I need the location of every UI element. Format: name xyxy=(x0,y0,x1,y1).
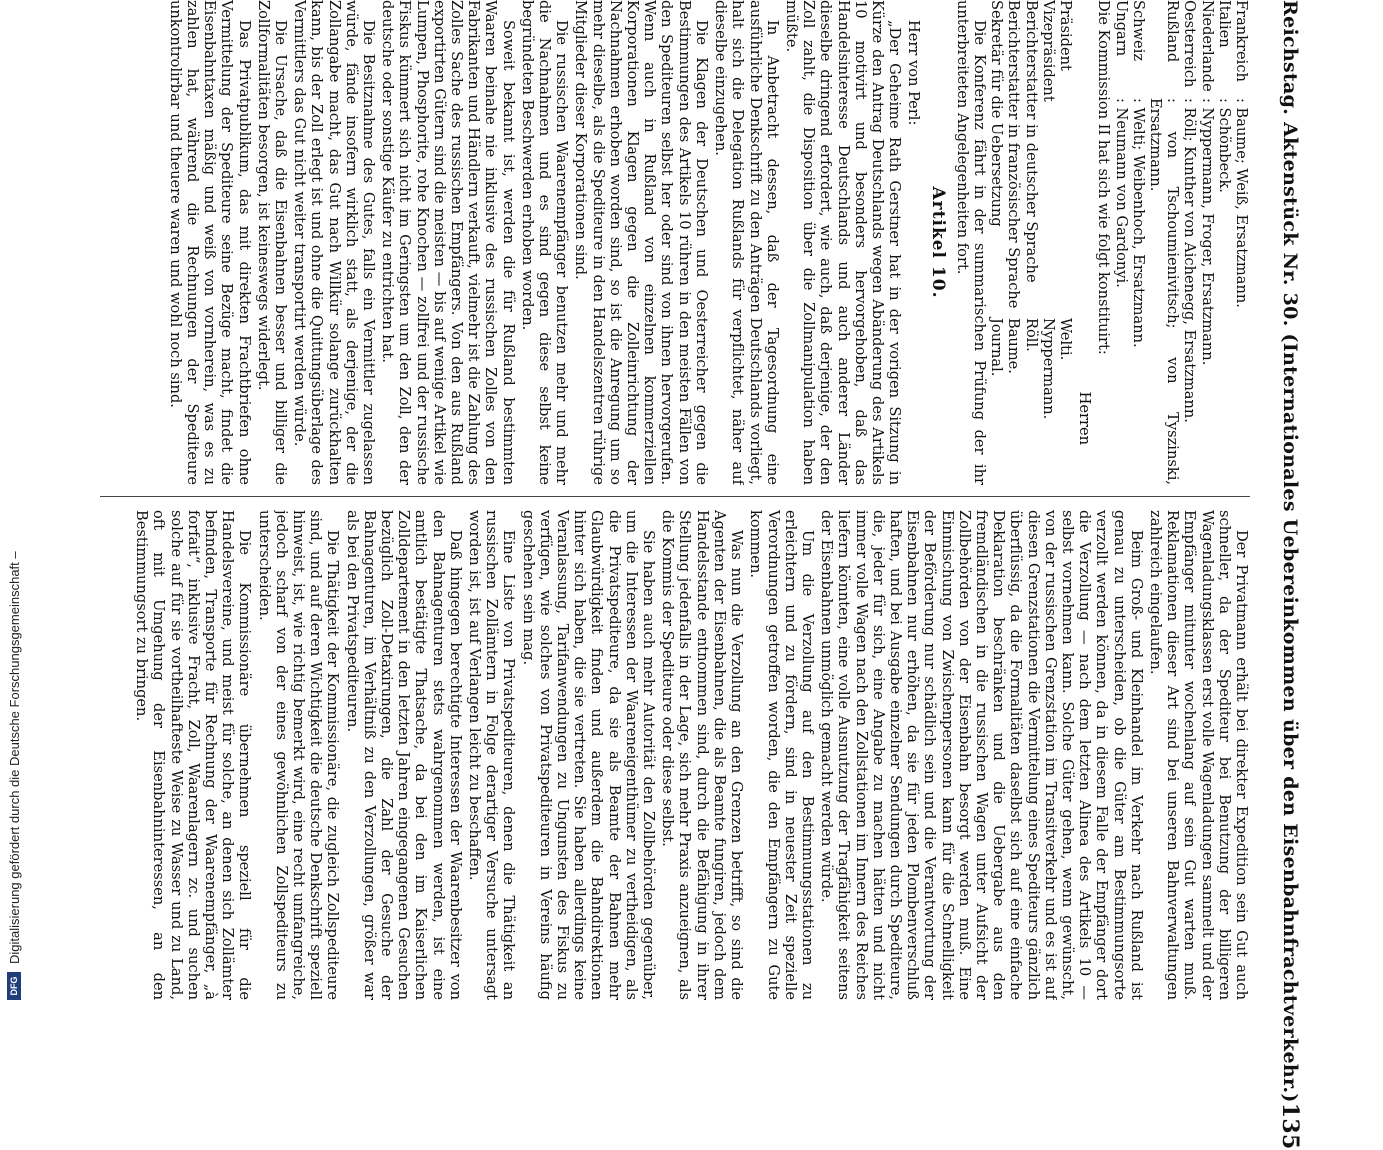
constitution-line: Die Kommission II hat sich wie folgt konstituirt: xyxy=(1095,0,1113,355)
paragraph: Beim Groß- und Kleinhandel im Verkehr nach Rußland ist genau zu unterscheiden, ob die Güter am Bestimmungsorte verzollt werden können, da in diesem Falle der Empfänger dort die Verzollung — nach dem letzten Alinea des Artikels 10 — selbst vornehmen kann. Solche Güter gehen, wenn gewünscht, von der russischen Grenzstation im Transitverkehr und es ist auf diesen Grenzstationen die Vermittelung eines Spediteurs gänzlich überflüssig, da die Formalitäten daselbst sich auf eine einfache Deklaration beschränken und die Uebergabe aus den fremdländischen in die russischen Wagen unter Aufsicht der Zollbehörden von der Eisenbahn besorgt werden muß. Eine Einmischung von Zwischenpersonen kann für die Schnelligkeit der Beförderung nur schädlich sein und die Verantwortung der Eisenbahnen nur erhöhen, da sie für jeden Plombenverschluß haften, und bei Ausgabe einzelner Sendungen durch Spediteure, die, jeder für sich, eine Angabe zu machen hätten und nicht immer volle Wagen nach den Zollstationen im Innern des Reiches liefern könnten, eine volle Ausnutzung der Tragfähigkeit seitens der Eisenbahnen unmöglich gemacht werden würde. xyxy=(818,510,1145,1000)
delegate-country: Niederlande xyxy=(1198,0,1216,92)
delegate-row xyxy=(1198,0,1215,485)
delegate-list xyxy=(1112,0,1250,485)
delegate-row xyxy=(1216,0,1233,485)
officer-row xyxy=(1022,0,1039,485)
delegate-country: Italien xyxy=(1215,0,1233,48)
officer-role: Präsident xyxy=(1056,0,1074,71)
delegate-names: : von Tschoumienivitsch; von Tyszinski, Ersatzmann. xyxy=(1146,98,1182,485)
delegate-country: Oesterreich xyxy=(1181,0,1199,88)
paragraph: Um die Verzollung auf den Bestimmungsstationen zu erleichtern und zu fördern, sind in neuester Zeit spezielle Verordnungen getroffen worden, die den Empfängern zu Gute kommen. xyxy=(747,510,816,1000)
document-page xyxy=(90,0,1320,1150)
officer-list xyxy=(988,0,1074,485)
officer-role: Berichterstatter in deutscher Sprache xyxy=(1022,0,1040,283)
delegate-country: Schweiz xyxy=(1129,0,1147,62)
officer-role: Berichterstatter in französischer Sprache xyxy=(1005,0,1023,309)
digitization-note xyxy=(2,0,26,1000)
paragraph: Eine Liste von Privatspediteuren, denen die Thätigkeit an russischen Zollämtern in Folge derartiger Versuche untersagt worden ist, ist auf Verlangen leicht zu beschaffen. xyxy=(466,510,518,1000)
speaker-name: Herr von Perl: xyxy=(905,20,923,126)
officer-row xyxy=(1005,0,1022,485)
delegate-row xyxy=(1181,0,1198,485)
paragraph: In Anbetracht dessen, daß der Tagesordnung eine ausführliche Denkschrift zu den Anträgen Deutschlands vorliegt, halt sich die Delegation Rußlands für verpflichtet, näher auf dieselbe einzugehen. xyxy=(712,0,781,485)
column-divider xyxy=(100,496,1250,497)
funding-note: Digitalisierung gefördert durch die Deutsche Forschungsgemeinschaft – xyxy=(6,551,22,964)
delegate-country: Rußland xyxy=(1164,0,1182,63)
officer-name: Nyppermann. xyxy=(1039,318,1057,420)
left-column xyxy=(100,0,1250,485)
paragraph: Der Privatmann erhält bei direkter Expedition sein Gut auch schneller, da der Spediteur bei Benutzung der billigeren Wagenladungsklassen erst volle Wagenladungen sammelt und der Empfänger mitunter wochenlang auf sein Gut warten muß. Reklamationen dieser Art sind bei unseren Bahnverwaltungen zahlreich eingelaufen. xyxy=(1146,510,1250,1000)
officer-row xyxy=(988,0,1005,485)
paragraph: Das Privatpublikum, das mit direkten Frachtbriefen ohne Vermittelung der Spediteure seine Bezüge macht, findet die Eisenbahntaxen mäßig und weiß von vornherein, was es zu zahlen hat, während die Rechnungen der Spediteure unkontrolirbar und theuere waren und wohl noch sind. xyxy=(166,0,253,485)
delegate-names: : Röll; Kunther von Aichenegg, Ersatzmann. xyxy=(1181,98,1199,423)
delegate-country: Frankreich xyxy=(1233,0,1250,82)
delegate-names: : Neumann von Gardonyi. xyxy=(1112,98,1130,288)
paragraph: „Der Geheime Rath Gerstner hat in der vorigen Sitzung in Kürze den Antrag Deutschlands wegen Abänderung des Artikels 10 motivirt und besonders hervorgehoben, daß das Handelsinteresse Deutschlands und auch anderer Länder dieselbe dringend erfordert, wie auch, daß derjenige, der den Zoll zahlt, die Disposition über die Zollmanipulation haben müßte. xyxy=(782,0,904,485)
delegate-names: : Schönbeck. xyxy=(1215,98,1233,193)
page-title: Reichstag. Aktenstück Nr. 30. (Internationales Uebereinkommen über den Eisenbahnfrachtverkehr.) xyxy=(1279,0,1301,1103)
paragraph: Die Ursache, daß die Eisenbahnen besser und billiger die Zollformalitäten besorgen, ist keineswegs widerlegt. xyxy=(254,0,290,485)
delegate-names: : Welti; Weibenhoch, Ersatzmann. xyxy=(1129,98,1147,348)
paragraph: Soweit bekannt ist, werden die für Rußland bestimmten Waaren beinahe nie inklusive des russischen Zolles von den Fabrikanten und Händlern verkauft, vielmehr ist die Zahlung des Zolles Sache des russischen Empfängers. Von den aus Rußland exportirten Gütern sind die meisten — bis auf wenige Artikel wie Lumpen, Phosphorite, rohe Knochen — zollfrei und der russische Fiskus kümmert sich nicht im Geringsten um den Zoll, den der deutsche oder sonstige Käufer zu entrichten hat. xyxy=(379,0,517,485)
delegate-names: : Baume; Weiß, Ersatzmann. xyxy=(1233,98,1250,308)
herren-label: Herren xyxy=(1076,391,1094,445)
officer-name: Journal. xyxy=(988,318,1006,377)
officer-name: Welti. xyxy=(1056,318,1074,361)
page-header xyxy=(1260,0,1320,1150)
delegate-row xyxy=(1130,0,1147,485)
delegate-names: : Nyppermann, Froger, Ersatzmann. xyxy=(1198,98,1216,366)
article-heading: Artikel 10. xyxy=(927,186,948,299)
paragraph: Die Thätigkeit der Kommissionäre, die zugleich Zollspediteure sind, und auf deren Wichtigkeit die deutsche Denkschrift speziell hinweist, ist, wie richtig bemerkt wird, eine recht umfangreiche, jedoch scharf von der eines gewöhnlichen Zollspediteurs zu unterscheiden. xyxy=(255,510,342,1000)
dfg-logo: DFG xyxy=(7,972,21,1000)
delegate-row xyxy=(1233,0,1250,485)
officer-row xyxy=(1040,0,1057,485)
right-column xyxy=(100,510,1250,1000)
paragraph: Was nun die Verzollung an den Grenzen betrifft, so sind die Agenten der Eisenbahnen, die als Beamte fungiren, jedoch dem Handelsstande entnommen sind, durch die Befähigung in ihrer Stellung jedenfalls in der Lage, sich mehr Praxis anzueignen, als die Kommis der Spediteure oder diese selbst. xyxy=(659,510,746,1000)
delegate-country: Ungarn xyxy=(1112,0,1130,57)
paragraph: Die Besitznahme des Gutes, falls ein Vermittler zugelassen würde, fände insofern wirklich statt, als derjenige, der die Zollangabe macht, das Gut nach Willkür solange zurückhalten kann, bis der Zoll erlegt ist und ohne die Quittungsüberlage des Vermittlers das Gut nicht weiter transportirt werden würde. xyxy=(291,0,378,485)
paragraph: Die Konferenz fährt in der summarischen Prüfung der ihr unterbreiteten Angelegenheiten fort. xyxy=(953,0,988,485)
delegate-row xyxy=(1147,0,1181,485)
digitization-sidebar xyxy=(0,0,60,1000)
paragraph: Die russischen Waarenempfänger benutzen mehr und mehr die Nachnahmen und es sind gegen diese selbst keine begründeten Beschwerden erhoben worden. xyxy=(518,0,571,485)
paragraph: Die Kommissionäre übernehmen speziell für die Handelsvereine, und meist für solche, an denen sich Zollämter befinden, Transporte für Rechnung der Waarenempfänger, „à forfait“, inklusive Fracht, Zoll, Waarenlagern zc. und suchen solche auf für sie vortheilhafteste Weise zu Wasser und zu Land, oft mit Umgehung der Eisenbahninteressen, an den Bestimmungsort zu bringen. xyxy=(133,510,254,1000)
paragraph: Daß hingegen berechtigte Interessen der Waarenbesitzer von den Bahnagenturen stets wahrgenommen werden, ist eine amtlich bestätigte Thatsache, da bei den im Kaiserlichen Zolldepartement in den letzten Jahren eingegangenen Gesuchen bezüglich Zoll-Detaxirungen, die Zahl der Gesuche der Bahnagenturen, im Verhältniß zu den Verzollungen, größer war als bei den Privatspediteuren. xyxy=(343,510,464,1000)
officer-row xyxy=(1057,0,1074,485)
officer-role: Sekretär für die Uebersetzung xyxy=(988,0,1006,227)
delegate-row xyxy=(1112,0,1129,485)
paragraph: Die Klagen der Deutschen und Oesterreicher gegen die Bestimmungen des Artikels 10 rühren in den meisten Fällen von den Spediteuren selbst her oder sind von ihnen hervorgerufen. Wenn auch in Rußland von einzelnen kommerziellen Korporationen Klagen gegen die Zolleinrichtung der Nachnahmen erhoben worden sind, so ist die Anregung um so mehr dieselbe, als die Spediteure in den Handelszentren rührige Mitglieder dieser Korporationen sind. xyxy=(572,0,710,485)
officer-name: Baume. xyxy=(1005,318,1023,374)
paragraph: Sie haben auch mehr Autorität den Zollbehörden gegenüber, um die Interessen der Waareneigenthümer zu vertheidigen, als die Privatspediteure, da sie als Beamte der Bahnen mehr Glaubwürdigkeit finden und außerdem die Bahndirektionen hinter sich haben, die sie vertreten. Sie haben allerdings keine Veranlassung, Tarifanwendungen zu Ungunsten des Fiskus zu verfügen, wie solches von Privatspediteuren in Vereins häufig geschehen sein mag. xyxy=(519,510,658,1000)
page-number: 135 xyxy=(1277,1102,1303,1150)
officer-role: Vizepräsident xyxy=(1039,0,1057,102)
officer-name: Röll. xyxy=(1022,318,1040,352)
